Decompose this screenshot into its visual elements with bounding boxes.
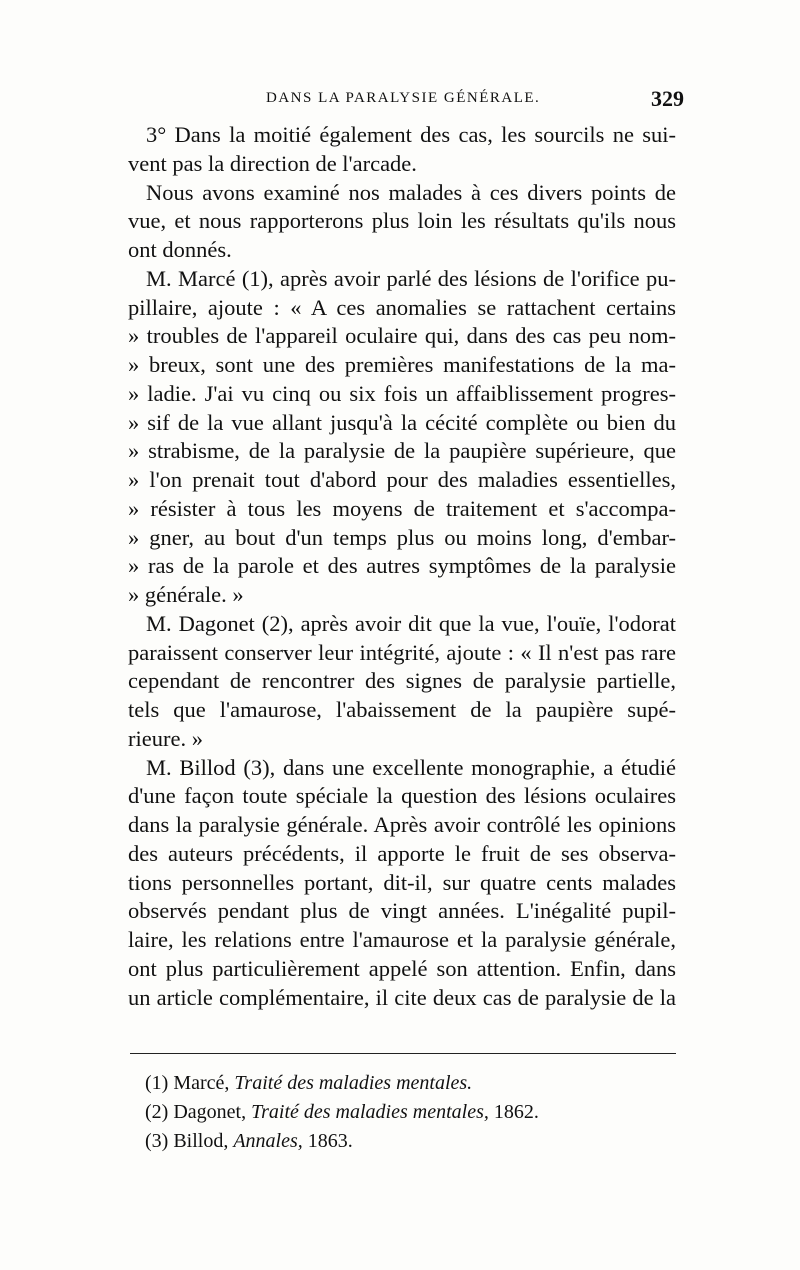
- text-line: observés pendant plus de vingt années. L'inégalité pupil-: [128, 898, 676, 924]
- footnote-rest: 1863.: [307, 1130, 353, 1152]
- text-line: vue, et nous rapporterons plus loin les résultats qu'ils nous: [128, 208, 676, 234]
- text-line: » breux, sont une des premières manifestations de la ma-: [128, 352, 676, 377]
- text-line: vent pas la direction de l'arcade.: [128, 150, 417, 176]
- text-line: M. Dagonet (2), après avoir dit que la vue, l'ouïe, l'odorat: [146, 610, 676, 636]
- text-line: un article complémentaire, il cite deux cas de paralysie de la: [128, 984, 676, 1010]
- footnote-title: Traité des maladies mentales.: [234, 1072, 473, 1094]
- footnote-marker: (3): [145, 1130, 169, 1152]
- text-line: pillaire, ajoute : « A ces anomalies se rattachent certains: [128, 294, 676, 320]
- text-line: laire, les relations entre l'amaurose et la paralysie générale,: [128, 927, 676, 952]
- text-line: » générale. »: [128, 582, 244, 607]
- footnote: [145, 1127, 675, 1156]
- footnote-marker: (2): [145, 1101, 169, 1123]
- text-line: » l'on prenait tout d'abord pour des maladies essentielles,: [128, 467, 676, 492]
- footnote-title: Traité des maladies mentales,: [251, 1101, 489, 1123]
- text-line: 3° Dans la moitié également des cas, les sourcils ne sui-: [146, 122, 676, 147]
- footnotes: [145, 1069, 675, 1156]
- footnote-author: Marcé,: [173, 1072, 230, 1094]
- text-line: » gner, au bout d'un temps plus ou moins long, d'embar-: [128, 524, 676, 550]
- text-line: Nous avons examiné nos malades à ces divers points de: [146, 179, 676, 205]
- footnote: [145, 1098, 675, 1127]
- text-line: » strabisme, de la paralysie de la paupière supérieure, que: [128, 438, 676, 464]
- text-line: ont donnés.: [128, 237, 232, 262]
- text-line: d'une façon toute spéciale la question des lésions oculaires: [128, 783, 676, 809]
- text-line: » sif de la vue allant jusqu'à la cécité complète ou bien du: [128, 409, 676, 435]
- text-line: tels que l'amaurose, l'abaissement de la paupière supé-: [128, 697, 676, 722]
- footnote-rule: [130, 1053, 676, 1054]
- footnote-marker: (1): [145, 1072, 169, 1094]
- text-line: rieure. »: [128, 725, 203, 751]
- footnote-author: Dagonet,: [173, 1101, 247, 1123]
- text-line: des auteurs précédents, il apporte le fruit de ses observa-: [128, 840, 676, 866]
- text-line: » ras de la parole et des autres symptômes de la paralysie: [128, 553, 676, 579]
- footnote-rest: 1862.: [493, 1101, 539, 1123]
- text-line: tions personnelles portant, dit-il, sur quatre cents malades: [128, 869, 676, 895]
- text-line: paraissent conserver leur intégrité, ajoute : « Il n'est pas rare: [128, 639, 676, 665]
- text-line: M. Billod (3), dans une excellente monographie, a étudié: [146, 754, 676, 780]
- text-line: » troubles de l'appareil oculaire qui, dans des cas peu nom-: [128, 323, 676, 349]
- footnote: [145, 1069, 675, 1098]
- text-line: » résister à tous les moyens de traitement et s'accompa-: [128, 495, 676, 521]
- text-line: ont plus particulièrement appelé son attention. Enfin, dans: [128, 955, 676, 981]
- footnote-author: Billod,: [173, 1130, 229, 1152]
- page-number: 329: [651, 86, 684, 111]
- running-header: [128, 86, 684, 112]
- text-line: dans la paralysie générale. Après avoir contrôlé les opinions: [128, 812, 676, 837]
- text-line: cependant de rencontrer des signes de paralysie partielle,: [128, 668, 676, 694]
- text-line: » ladie. J'ai vu cinq ou six fois un affaiblissement progres-: [128, 380, 676, 406]
- footnote-title: Annales,: [233, 1130, 303, 1152]
- text-line: M. Marcé (1), après avoir parlé des lésions de l'orifice pu-: [146, 265, 676, 291]
- body-text: [128, 121, 676, 1012]
- running-title: DANS LA PARALYSIE GÉNÉRALE.: [266, 90, 541, 106]
